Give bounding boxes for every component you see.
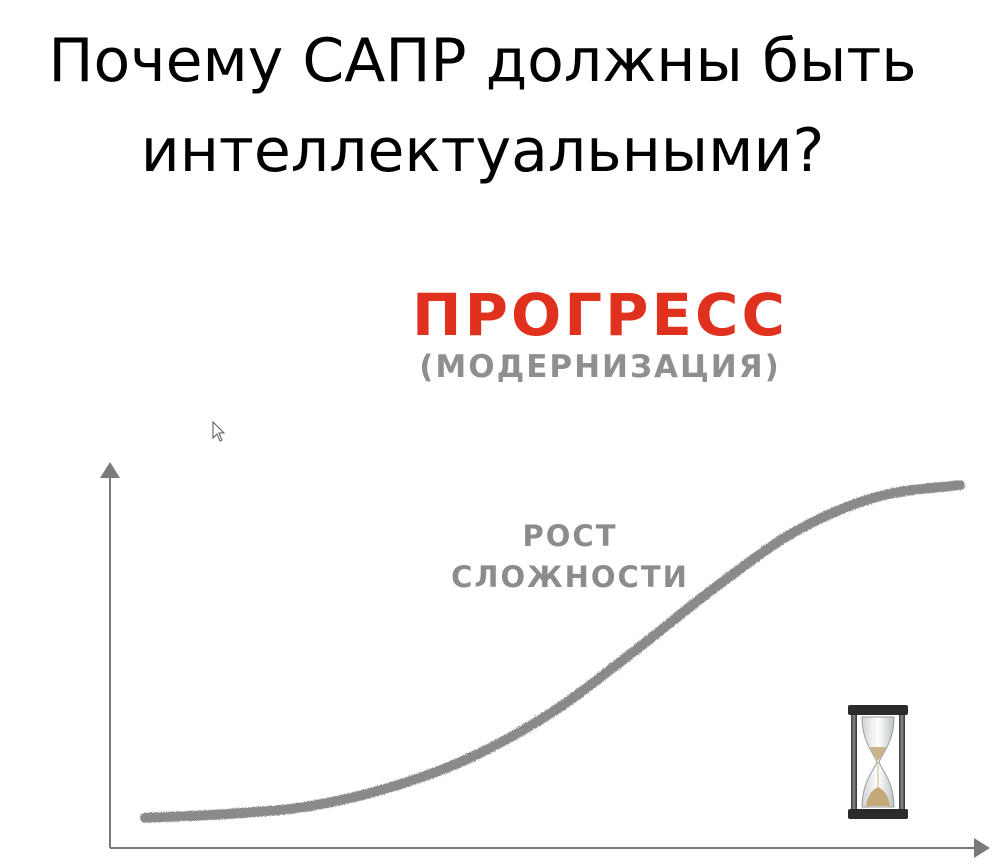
title-line-1: Почему САПР должны быть [48,26,917,96]
mouse-pointer-icon [212,421,226,443]
curve-label-line-2: СЛОЖНОСТИ [451,560,689,594]
progress-subheading: (МОДЕРНИЗАЦИЯ) [419,349,781,385]
progress-heading: ПРОГРЕСС [412,281,788,349]
title-line-2: интеллектуальными? [140,116,825,186]
curve-label-line-1: РОСТ [522,519,618,553]
hourglass-icon [848,705,908,819]
